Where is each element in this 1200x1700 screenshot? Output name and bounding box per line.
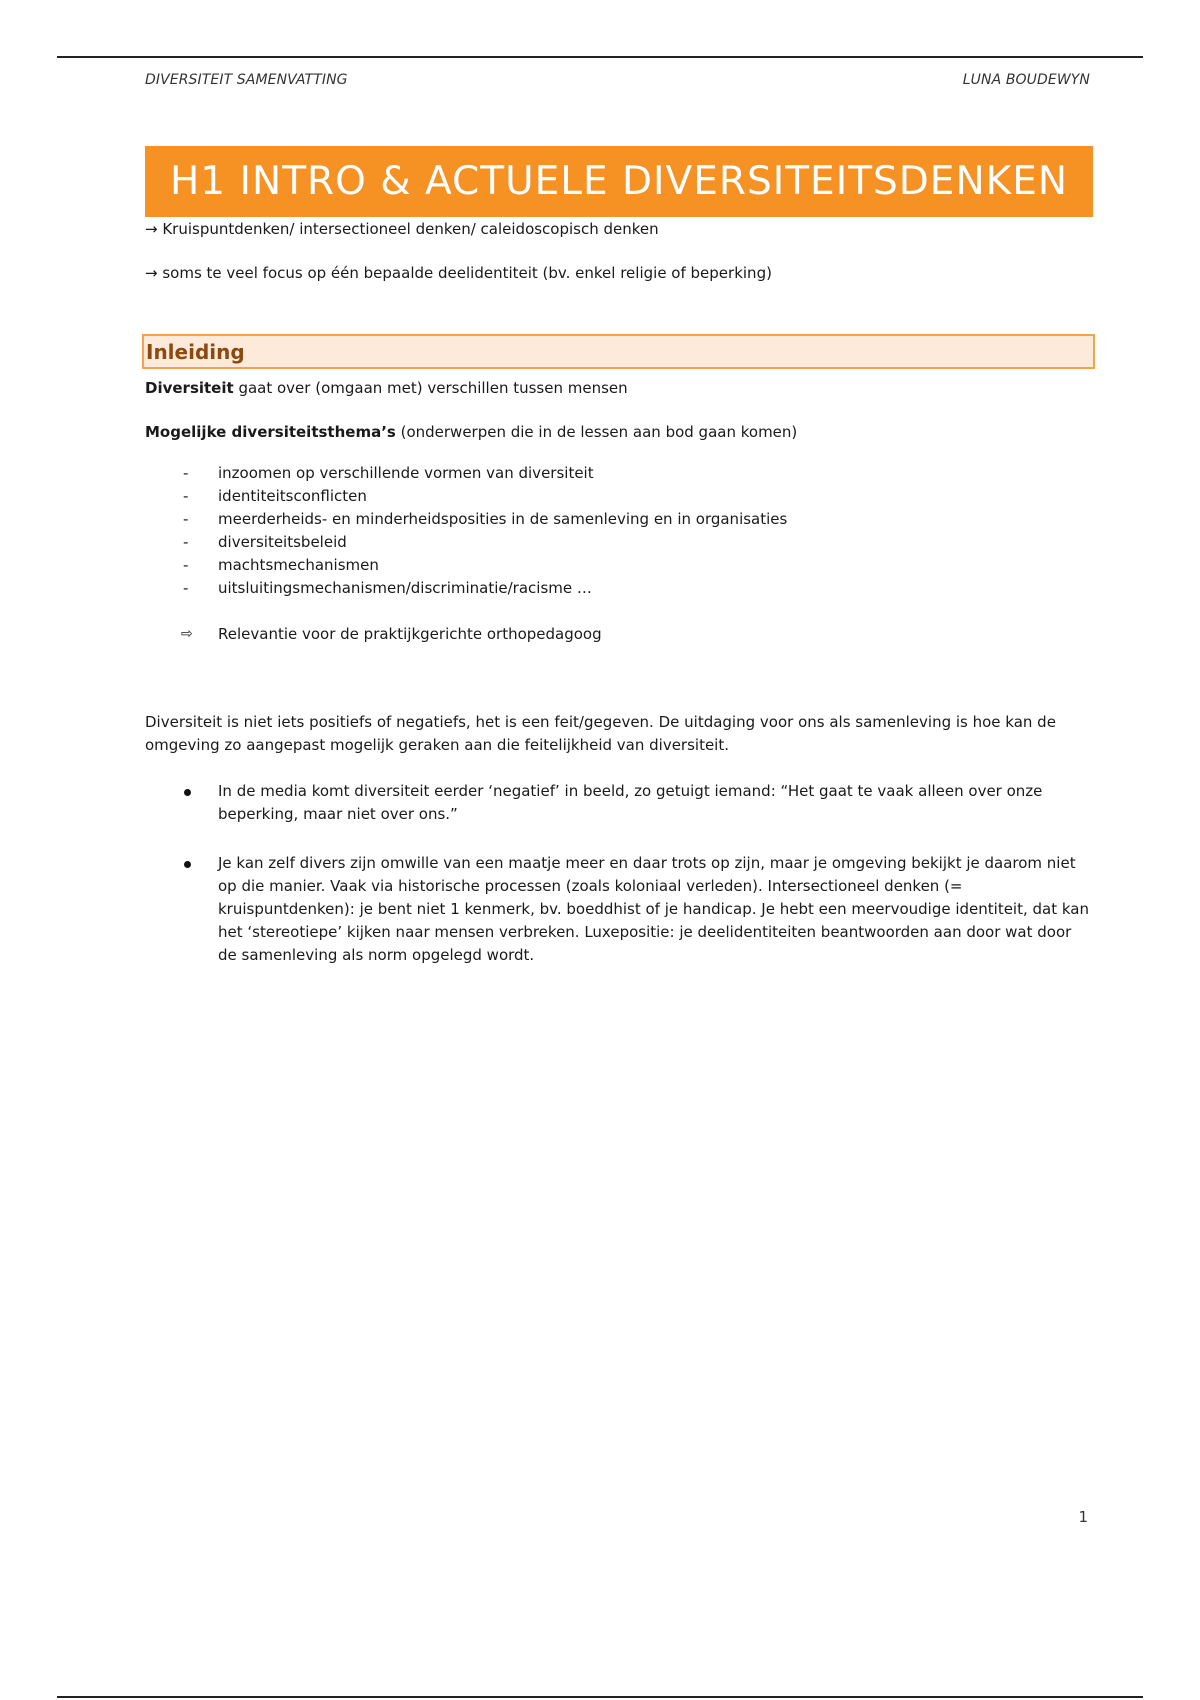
list-item-text: In de media komt diversiteit eerder ‘negatief’ in beeld, zo getuigt iemand: “Het gaat te vaak alleen over onze beperking, maar niet over ons.”	[218, 782, 1043, 823]
section-title: Inleiding	[142, 334, 1095, 369]
list-item	[145, 462, 1093, 485]
chapter-note-2: → soms te veel focus op één bepaalde deelidentiteit (bv. enkel religie of beperking)	[145, 264, 772, 282]
themes-list	[145, 462, 1093, 600]
dash-marker: -	[183, 533, 189, 551]
themes-text: (onderwerpen die in de lessen aan bod gaan komen)	[395, 423, 798, 441]
footer-rule	[57, 1696, 1143, 1698]
bullet-list	[145, 780, 1093, 967]
dash-marker: -	[183, 579, 189, 597]
page-content	[145, 146, 1093, 967]
list-item	[145, 852, 1093, 967]
themes-paragraph	[145, 421, 1093, 444]
list-item	[145, 780, 1093, 826]
list-item-text: uitsluitingsmechanismen/discriminatie/racisme …	[218, 579, 592, 597]
header-author: LUNA BOUDEWYN	[962, 72, 1090, 88]
list-item-text: Je kan zelf divers zijn omwille van een maatje meer en daar trots op zijn, maar je omgeving bekijkt je daarom niet op die manier. Vaak via historische processen (zoals koloniaal verleden). Intersectioneel denken (= kruispuntdenken): je bent niet 1 kenmerk, bv. boeddhist of je handicap. Je hebt een meervoudige identiteit, dat kan het ‘stereotiepe’ kijken naar mensen verbreken. Luxepositie: je deelidentiteiten beantwoorden aan door wat door de samenleving als norm opgelegd wordt.	[218, 854, 1090, 964]
page-number: 1	[1078, 1508, 1088, 1526]
diversity-paragraph: Diversiteit is niet iets positiefs of negatiefs, het is een feit/gegeven. De uitdaging voor ons als samenleving is hoe kan de omgeving zo aangepast mogelijk geraken aan die feitelijkheid van diversiteit.	[145, 713, 1056, 754]
bullet-dot-icon	[184, 789, 191, 796]
chapter-title: H1 INTRO & ACTUELE DIVERSITEITSDENKEN	[145, 146, 1093, 217]
dash-marker: -	[183, 487, 189, 505]
list-item-text: diversiteitsbeleid	[218, 533, 347, 551]
themes-term: Mogelijke diversiteitsthema’s	[145, 423, 396, 441]
relevance-text: Relevantie voor de praktijkgerichte orthopedagoog	[218, 625, 602, 643]
definition-text: gaat over (omgaan met) verschillen tussen mensen	[233, 379, 628, 397]
list-item-text: inzoomen op verschillende vormen van diversiteit	[218, 464, 594, 482]
chapter-note-1: → Kruispuntdenken/ intersectioneel denken/ caleidoscopisch denken	[145, 220, 659, 238]
bullet-dot-icon	[184, 861, 191, 868]
list-item-text: meerderheids- en minderheidsposities in de samenleving en in organisaties	[218, 510, 788, 528]
list-item-text: identiteitsconflicten	[218, 487, 367, 505]
list-item	[145, 508, 1093, 531]
arrow-right-icon: ⇨	[181, 626, 193, 642]
dash-marker: -	[183, 510, 189, 528]
page-header	[145, 72, 1090, 88]
list-item	[145, 531, 1093, 554]
definition-paragraph	[145, 377, 1093, 400]
definition-term: Diversiteit	[145, 379, 234, 397]
list-item	[145, 485, 1093, 508]
header-left-title: DIVERSITEIT SAMENVATTING	[145, 72, 348, 88]
list-item-text: machtsmechanismen	[218, 556, 379, 574]
list-item	[145, 577, 1093, 600]
list-item	[145, 554, 1093, 577]
relevance-item	[145, 623, 1093, 646]
dash-marker: -	[183, 464, 189, 482]
header-rule	[57, 56, 1143, 58]
dash-marker: -	[183, 556, 189, 574]
